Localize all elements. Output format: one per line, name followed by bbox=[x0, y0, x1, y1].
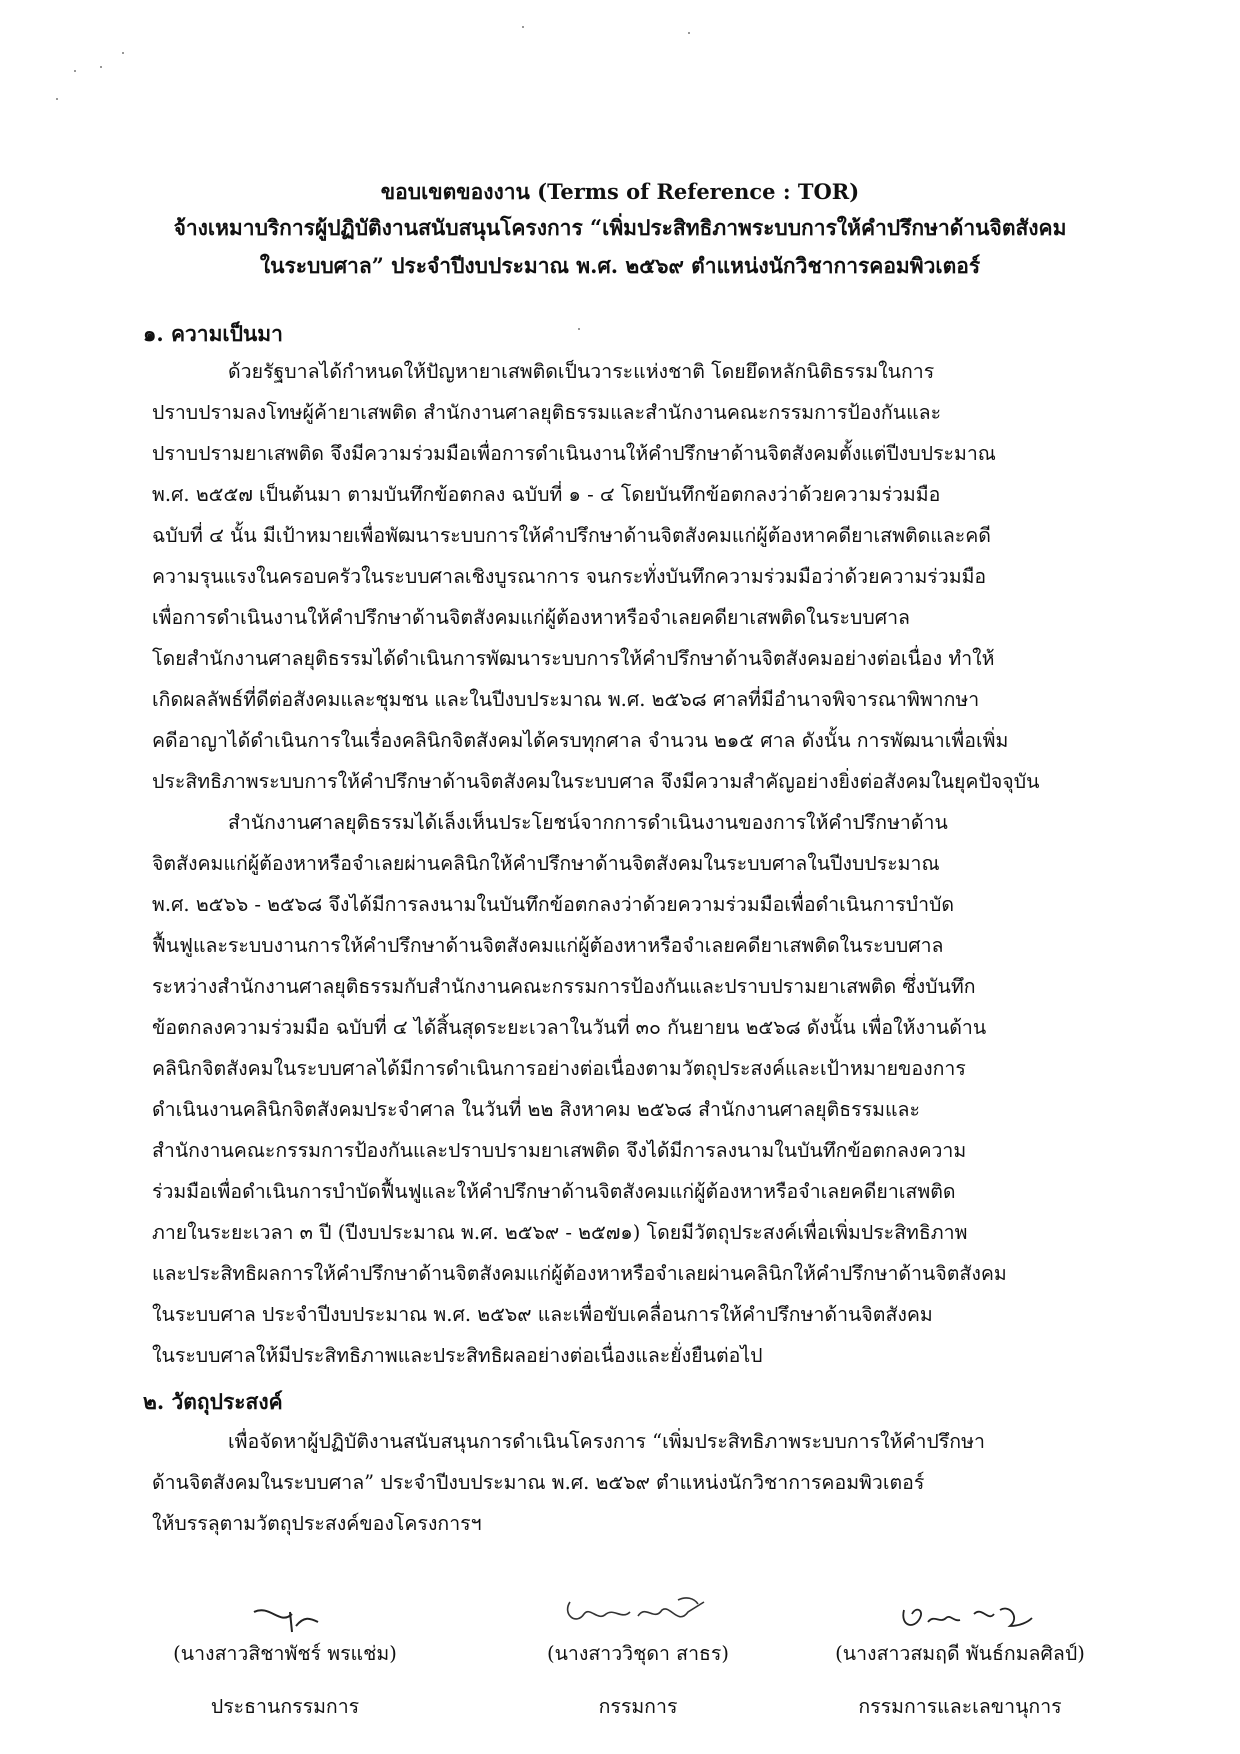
para-line: คดีอาญาได้ดำเนินการในเรื่องคลินิกจิตสังคมได้ครบทุกศาล จำนวน ๒๑๕ ศาล ดังนั้น การพัฒนาเพื่อเพิ่ม bbox=[152, 729, 1009, 752]
para-line: ในระบบศาลให้มีประสิทธิภาพและประสิทธิผลอย่างต่อเนื่องและยั่งยืนต่อไป bbox=[152, 1344, 763, 1367]
para-line: ระหว่างสำนักงานศาลยุติธรรมกับสำนักงานคณะกรรมการป้องกันและปราบปรามยาเสพติด ซึ่งบันทึก bbox=[152, 975, 976, 998]
para-line: พ.ศ. ๒๕๖๖ - ๒๕๖๘ จึงได้มีการลงนามในบันทึกข้อตกลงว่าด้วยความร่วมมือเพื่อดำเนินการบำบัด bbox=[152, 893, 955, 916]
para-line: ความรุนแรงในครอบครัวในระบบศาลเชิงบูรณาการ จนกระทั่งบันทึกความร่วมมือว่าด้วยความร่วมมือ bbox=[152, 565, 987, 588]
para-line: และประสิทธิผลการให้คำปรึกษาด้านจิตสังคมแก่ผู้ต้องหาหรือจำเลยผ่านคลินิกให้คำปรึกษาด้านจิตสังคม bbox=[152, 1262, 1007, 1285]
para-line: คลินิกจิตสังคมในระบบศาลได้มีการดำเนินการอย่างต่อเนื่องตามวัตถุประสงค์และเป้าหมายของการ bbox=[152, 1057, 966, 1080]
para-line: โดยสำนักงานศาลยุติธรรมได้ดำเนินการพัฒนาระบบการให้คำปรึกษาด้านจิตสังคมอย่างต่อเนื่อง ทำให้ bbox=[152, 647, 995, 670]
para-line: ดำเนินงานคลินิกจิตสังคมประจำศาล ในวันที่ ๒๒ สิงหาคม ๒๕๖๘ สำนักงานศาลยุติธรรมและ bbox=[152, 1098, 920, 1121]
para-line: ประสิทธิภาพระบบการให้คำปรึกษาด้านจิตสังคมในระบบศาล จึงมีความสำคัญอย่างยิ่งต่อสังคมในยุคปัจจุบัน bbox=[152, 770, 1040, 793]
para-line: สำนักงานศาลยุติธรรมได้เล็งเห็นประโยชน์จากการดำเนินงานของการให้คำปรึกษาด้าน bbox=[228, 811, 948, 834]
para-line: พ.ศ. ๒๕๕๗ เป็นต้นมา ตามบันทึกข้อตกลง ฉบับที่ ๑ - ๔ โดยบันทึกข้อตกลงว่าด้วยความร่วมมือ bbox=[152, 483, 941, 506]
para-line: สำนักงานคณะกรรมการป้องกันและปราบปรามยาเสพติด จึงได้มีการลงนามในบันทึกข้อตกลงความ bbox=[152, 1139, 967, 1162]
section-1-heading: ๑. ความเป็นมา bbox=[143, 321, 283, 346]
para-line: จิตสังคมแก่ผู้ต้องหาหรือจำเลยผ่านคลินิกให้คำปรึกษาด้านจิตสังคมในระบบศาลในปีงบประมาณ bbox=[152, 852, 940, 875]
para-line: เกิดผลลัพธ์ที่ดีต่อสังคมและชุมชน และในปีงบประมาณ พ.ศ. ๒๕๖๘ ศาลที่มีอำนาจพิจารณาพิพากษา bbox=[152, 688, 980, 711]
para-line: ร่วมมือเพื่อดำเนินการบำบัดฟื้นฟูและให้คำปรึกษาด้านจิตสังคมแก่ผู้ต้องหาหรือจำเลยคดียาเสพติด bbox=[152, 1180, 956, 1203]
signatory-name: (นางสาวสมฤดี พันธ์กมลศิลป์) bbox=[835, 1642, 1085, 1665]
para-line: ภายในระยะเวลา ๓ ปี (ปีงบประมาณ พ.ศ. ๒๕๖๙ - ๒๕๗๑) โดยมีวัตถุประสงค์เพื่อเพิ่มประสิทธิภาพ bbox=[152, 1221, 968, 1244]
signature-block-secretary bbox=[800, 1592, 1120, 1722]
signatory-role: กรรมการและเลขานุการ bbox=[858, 1695, 1062, 1718]
para-line: ในระบบศาล ประจำปีงบประมาณ พ.ศ. ๒๕๖๙ และเพื่อขับเคลื่อนการให้คำปรึกษาด้านจิตสังคม bbox=[152, 1303, 933, 1326]
para-line: ปราบปรามลงโทษผู้ค้ายาเสพติด สำนักงานศาลยุติธรรมและสำนักงานคณะกรรมการป้องกันและ bbox=[152, 401, 942, 424]
signature-block-member bbox=[520, 1592, 756, 1722]
para-line: ด้วยรัฐบาลได้กำหนดให้ปัญหายาเสพติดเป็นวาระแห่งชาติ โดยยึดหลักนิติธรรมในการ bbox=[228, 360, 935, 383]
para-line: เพื่อการดำเนินงานให้คำปรึกษาด้านจิตสังคมแก่ผู้ต้องหาหรือจำเลยคดียาเสพติดในระบบศาล bbox=[152, 606, 911, 629]
para-line: ด้านจิตสังคมในระบบศาล” ประจำปีงบประมาณ พ.ศ. ๒๕๖๙ ตำแหน่งนักวิชาการคอมพิวเตอร์ bbox=[152, 1471, 925, 1494]
signature-block-chair bbox=[142, 1592, 428, 1722]
signatory-role: ประธานกรรมการ bbox=[210, 1695, 360, 1718]
para-line: ฟื้นฟูและระบบงานการให้คำปรึกษาด้านจิตสังคมแก่ผู้ต้องหาหรือจำเลยคดียาเสพติดในระบบศาล bbox=[152, 934, 944, 957]
handwritten-signature bbox=[520, 1592, 756, 1638]
signatory-name: (นางสาววิชุดา สาธร) bbox=[546, 1642, 730, 1665]
para-line: ให้บรรลุตามวัตถุประสงค์ของโครงการฯ bbox=[152, 1512, 482, 1535]
doc-title-line-1: ขอบเขตของงาน (Terms of Reference : TOR) bbox=[380, 179, 860, 204]
para-line: ข้อตกลงความร่วมมือ ฉบับที่ ๔ ได้สิ้นสุดระยะเวลาในวันที่ ๓๐ กันยายน ๒๕๖๘ ดังนั้น เพื่อให้งานด้าน bbox=[152, 1016, 987, 1039]
handwritten-signature bbox=[800, 1592, 1120, 1638]
doc-title-line-3: ในระบบศาล” ประจำปีงบประมาณ พ.ศ. ๒๕๖๙ ตำแหน่งนักวิชาการคอมพิวเตอร์ bbox=[259, 253, 981, 278]
para-line: ฉบับที่ ๔ นั้น มีเป้าหมายเพื่อพัฒนาระบบการให้คำปรึกษาด้านจิตสังคมแก่ผู้ต้องหาคดียาเสพติดและคดี bbox=[152, 524, 991, 547]
signatory-role: กรรมการ bbox=[598, 1695, 678, 1718]
doc-title-line-2: จ้างเหมาบริการผู้ปฏิบัติงานสนับสนุนโครงการ “เพิ่มประสิทธิภาพระบบการให้คำปรึกษาด้านจิตสังคม bbox=[173, 215, 1067, 240]
para-line: เพื่อจัดหาผู้ปฏิบัติงานสนับสนุนการดำเนินโครงการ “เพิ่มประสิทธิภาพระบบการให้คำปรึกษา bbox=[228, 1430, 985, 1453]
para-line: ปราบปรามยาเสพติด จึงมีความร่วมมือเพื่อการดำเนินงานให้คำปรึกษาด้านจิตสังคมตั้งแต่ปีงบประมาณ bbox=[152, 442, 996, 465]
signatory-name: (นางสาวสิชาพัชร์ พรแช่ม) bbox=[173, 1642, 397, 1665]
section-2-heading: ๒. วัตถุประสงค์ bbox=[143, 1389, 283, 1414]
handwritten-signature bbox=[142, 1592, 428, 1638]
